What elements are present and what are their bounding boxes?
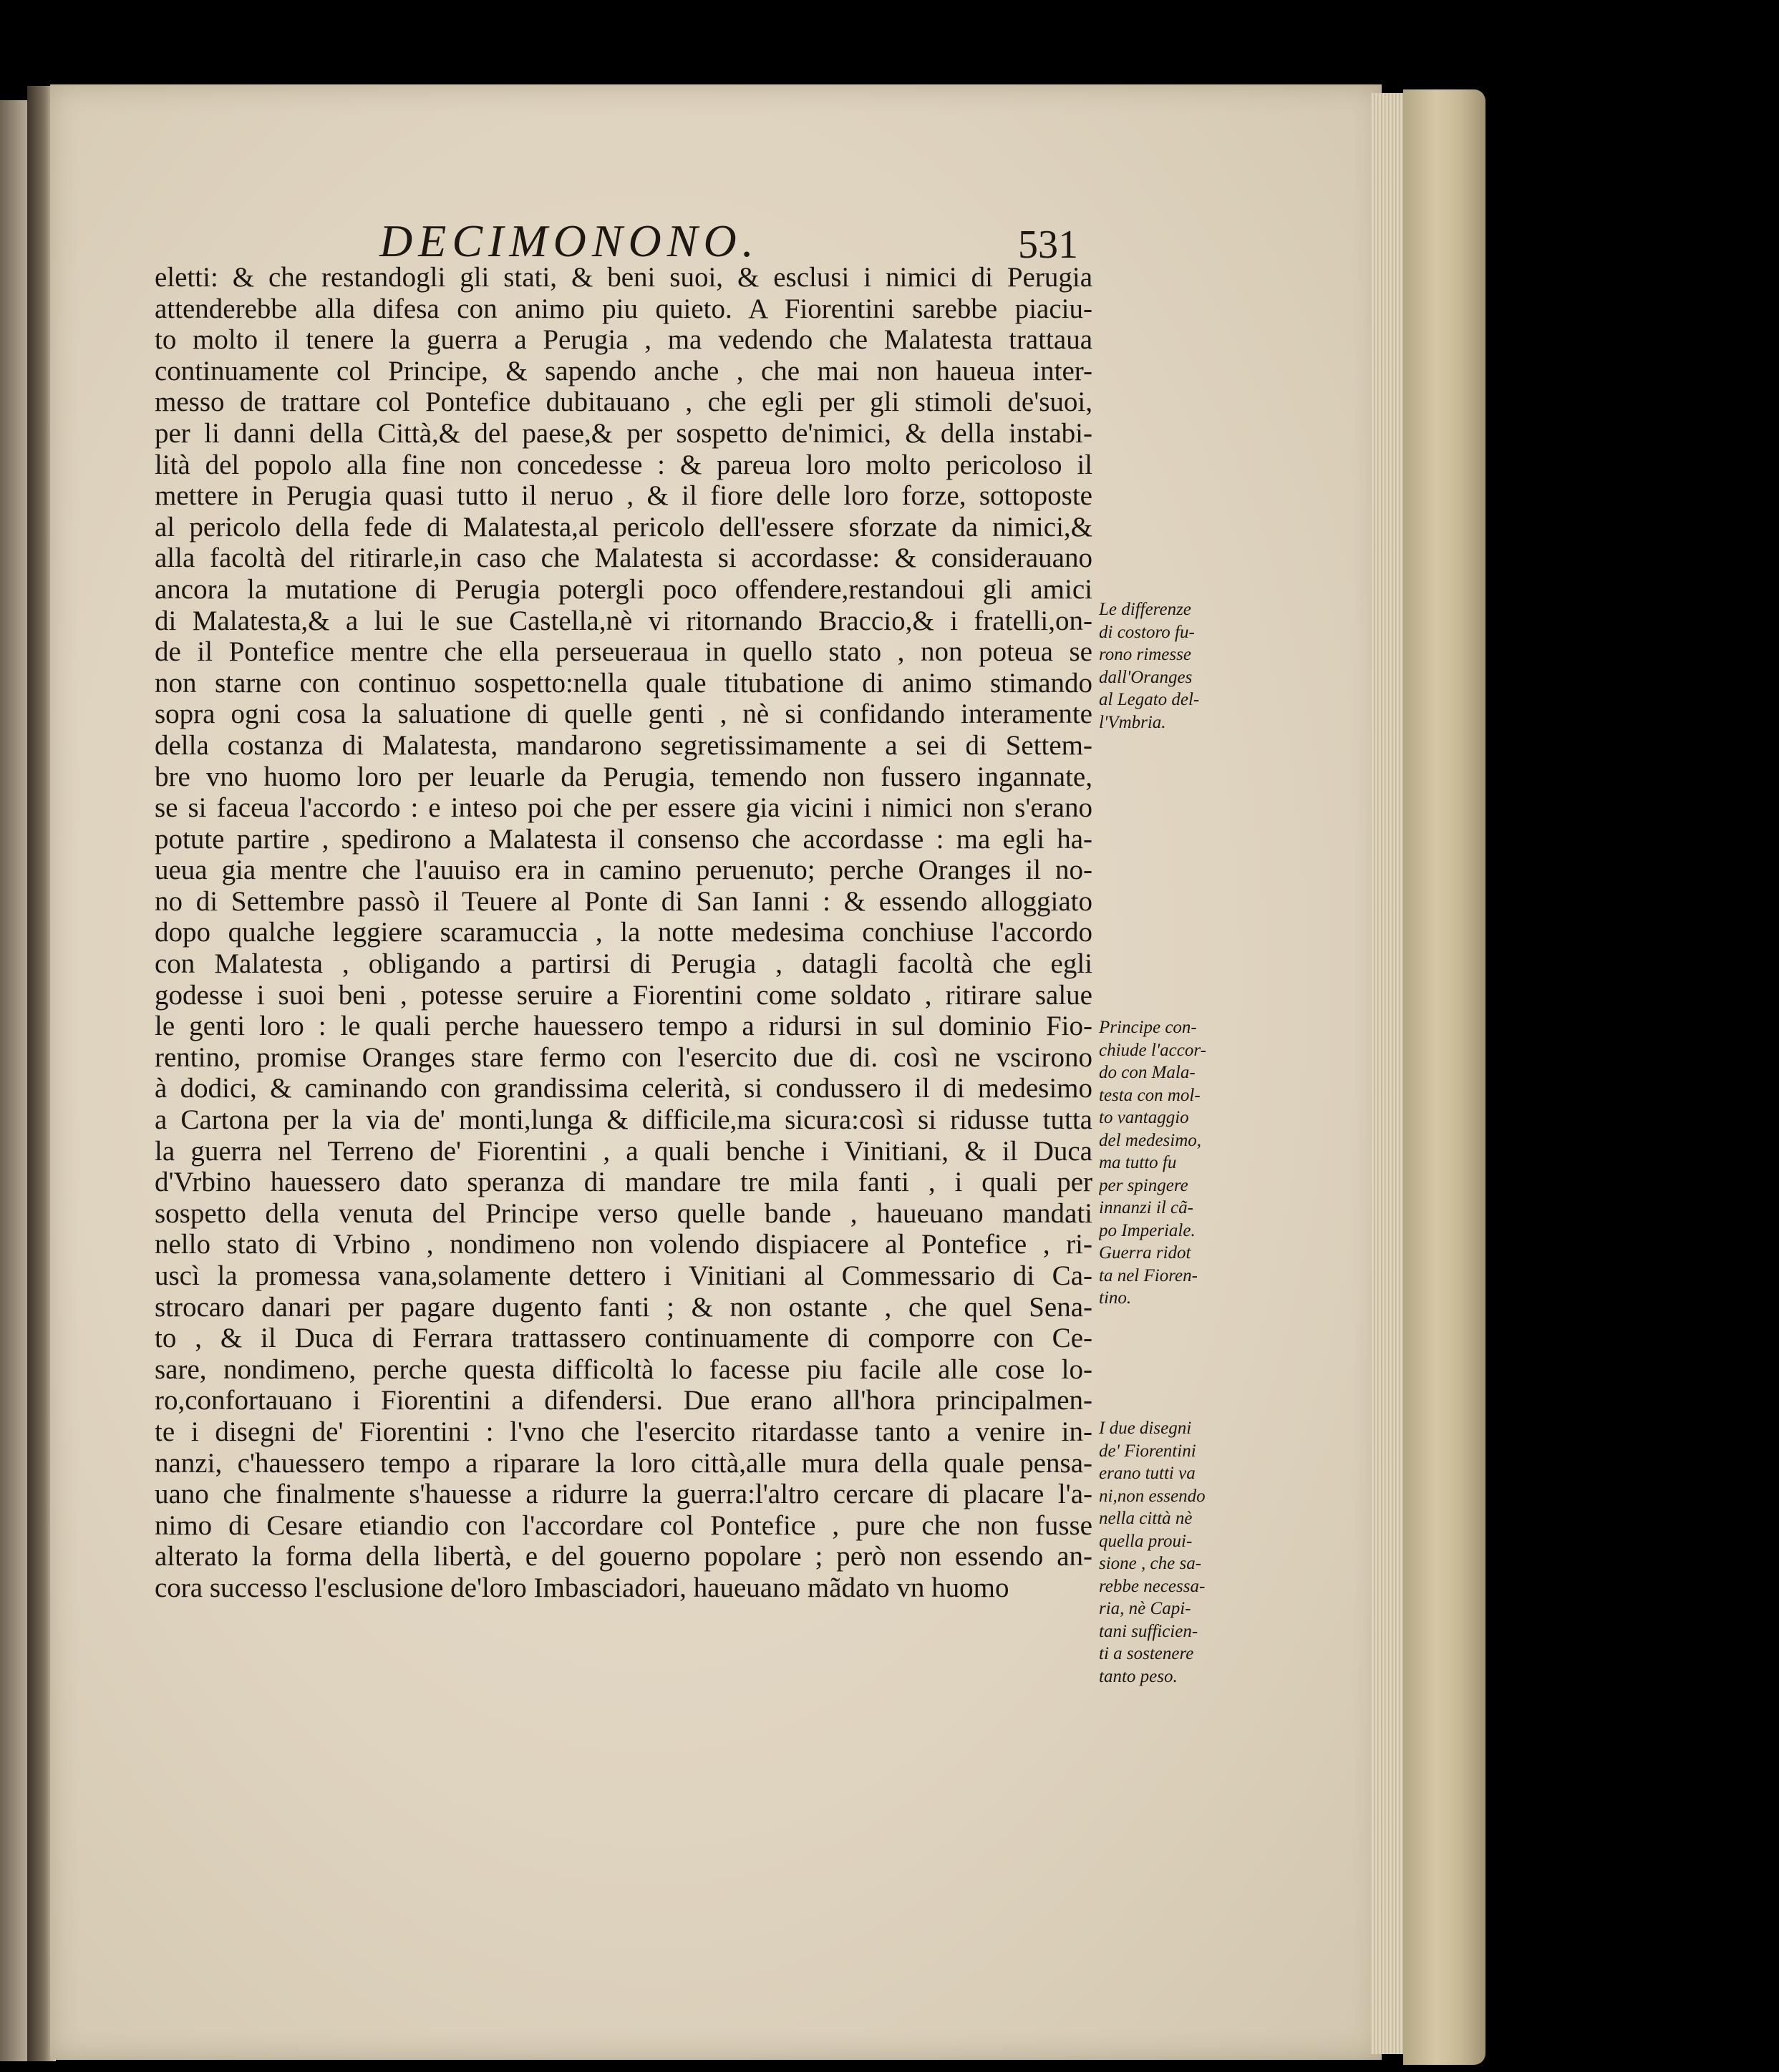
margin-note-line: di costoro fu- — [1099, 622, 1195, 642]
margin-note-line: ta nel Fioren- — [1099, 1265, 1198, 1285]
margin-note-line: erano tutti va — [1099, 1464, 1196, 1483]
text-line: uano che finalmente s'hauesse a ridurre la guerra:l'altro cercare di placare l'a- — [155, 1479, 1092, 1510]
text-line: rentino, promise Oranges stare fermo con l'esercito due di. così ne vscirono — [155, 1041, 1092, 1073]
margin-note-line: Principe con- — [1099, 1018, 1197, 1037]
text-line: sospetto della venuta del Principe verso quelle bande , haueuano mandati — [155, 1197, 1092, 1229]
text-line: dopo qualche leggiere scaramuccia , la notte medesima conchiuse l'accordo — [155, 917, 1092, 948]
margin-note-principe — [1099, 1016, 1253, 1310]
text-line: alterato la forma della libertà, e del gouerno popolare ; però non essendo an- — [155, 1541, 1092, 1572]
text-line: con Malatesta , obligando a partirsi di Perugia , datagli facoltà che egli — [155, 948, 1092, 980]
text-line: lità del popolo alla fine non concedesse : & pareua loro molto pericoloso il — [155, 449, 1092, 480]
text-line: continuamente col Principe, & sapendo anche , che mai non haueua inter- — [155, 355, 1092, 386]
text-line: attenderebbe alla difesa con animo piu quieto. A Fiorentini sarebbe piaciu- — [155, 293, 1092, 324]
margin-note-line: innanzi il cã- — [1099, 1198, 1193, 1217]
text-line: alla facoltà del ritirarle,in caso che Malatesta si accordasse: & considerauano — [155, 543, 1092, 574]
margin-note-line: chiude l'accor- — [1099, 1040, 1206, 1060]
text-line: cora successo l'esclusione de'loro Imbasciadori, haueuano mãdato vn huomo — [155, 1572, 1009, 1603]
margin-note-line: rebbe necessa- — [1099, 1576, 1206, 1596]
margin-note-line: testa con mol- — [1099, 1085, 1201, 1105]
text-line: nanzi, c'hauessero tempo a riparare la loro città,alle mura della quale pensa- — [155, 1447, 1092, 1479]
margin-note-line: del medesimo, — [1099, 1130, 1202, 1150]
margin-note-line: ria, nè Capi- — [1099, 1599, 1191, 1618]
text-line: mettere in Perugia quasi tutto il neruo , & il fiore delle loro forze, sottoposte — [155, 480, 1092, 512]
text-line: bre vno huomo loro per leuarle da Perugia, temendo non fussero ingannate, — [155, 761, 1092, 792]
text-line: ueua gia mentre che l'auuiso era in camino peruenuto; perche Oranges il no- — [155, 855, 1092, 886]
margin-note-line: Guerra ridot — [1099, 1243, 1191, 1263]
margin-note-line: tanto peso. — [1099, 1666, 1178, 1686]
text-line: messo de trattare col Pontefice dubitauano , che egli per gli stimoli de'suoi, — [155, 386, 1092, 418]
text-line: godesse i suoi beni , potesse seruire a Fiorentini come soldato , ritirare salue — [155, 979, 1092, 1011]
text-line: sopra ogni cosa la saluatione di quelle genti , nè si confidando interamente — [155, 699, 1092, 730]
text-line: eletti: & che restandogli gli stati, & beni suoi, & esclusi i nimici di Perugia — [155, 262, 1092, 293]
text-line: de il Pontefice mentre che ella perseueraua in quello stato , non poteua se — [155, 636, 1092, 668]
text-line: to molto il tenere la guerra a Perugia , ma vedendo che Malatesta trattaua — [155, 324, 1092, 356]
margin-note-line: Le differenze — [1099, 600, 1191, 619]
text-line: à dodici, & caminando con grandissima celerità, si condussero il di medesimo — [155, 1073, 1092, 1104]
text-line: al pericolo della fede di Malatesta,al pericolo dell'essere sforzate da nimici,& — [155, 511, 1092, 543]
page-number: 531 — [1018, 223, 1078, 267]
text-line: uscì la promessa vana,solamente dettero i Vinitiani al Commessario di Ca- — [155, 1260, 1092, 1291]
margin-note-line: po Imperiale. — [1099, 1220, 1196, 1240]
text-line: ro,confortauano i Fiorentini a difendersi. Due erano all'hora principalmen- — [155, 1385, 1092, 1416]
margin-note-line: do con Mala- — [1099, 1063, 1196, 1082]
running-head: DECIMONONO. — [379, 215, 760, 266]
body-text — [155, 262, 1092, 1604]
margin-note-line: l'Vmbria. — [1099, 712, 1166, 732]
text-line: strocaro danari per pagare dugento fanti ; & non ostante , che quel Sena- — [155, 1291, 1092, 1323]
margin-note-differenze — [1099, 598, 1253, 734]
text-line: se si faceua l'accordo : e inteso poi che per essere gia vicini i nimici non s'erano — [155, 792, 1092, 824]
margin-note-line: per spingere — [1099, 1175, 1188, 1195]
text-line: le genti loro : le quali perche hauessero tempo a ridursi in sul dominio Fio- — [155, 1011, 1092, 1042]
margin-note-line: de' Fiorentini — [1099, 1441, 1196, 1461]
margin-note-line: rono rimesse — [1099, 645, 1191, 664]
margin-note-line: dall'Oranges — [1099, 667, 1193, 687]
margin-note-disegni — [1099, 1417, 1253, 1688]
text-line: della costanza di Malatesta, mandarono segretissimamente a sei di Settem- — [155, 729, 1092, 761]
text-line: di Malatesta,& a lui le sue Castella,nè vi ritornando Braccio,& i fratelli,on- — [155, 605, 1092, 636]
text-line: a Cartona per la via de' monti,lunga & difficile,ma sicura:così si ridusse tutta — [155, 1104, 1092, 1136]
margin-note-line: quella proui- — [1099, 1531, 1193, 1551]
text-line: d'Vrbino hauessero dato speranza di mandare tre mila fanti , i quali per — [155, 1167, 1092, 1198]
text-line: potute partire , spedirono a Malatesta il consenso che accordasse : ma egli ha- — [155, 823, 1092, 855]
text-line: nello stato di Vrbino , nondimeno non volendo dispiacere al Pontefice , ri- — [155, 1229, 1092, 1260]
margin-note-line: I due disegni — [1099, 1419, 1192, 1438]
text-line: te i disegni de' Fiorentini : l'vno che l'esercito ritardasse tanto a venire in- — [155, 1416, 1092, 1447]
text-line: no di Settembre passò il Teuere al Ponte di San Ianni : & essendo alloggiato — [155, 885, 1092, 917]
margin-note-line: ma tutto fu — [1099, 1153, 1177, 1172]
margin-note-line: sione , che sa- — [1099, 1554, 1202, 1573]
text-line: ancora la mutatione di Perugia potergli poco offendere,restandoui gli amici — [155, 573, 1092, 605]
margin-note-line: ti a sostenere — [1099, 1644, 1194, 1663]
margin-note-line: al Legato del- — [1099, 690, 1200, 709]
margin-note-line: nella città nè — [1099, 1509, 1193, 1528]
text-line: sare, nondimeno, perche questa difficoltà lo facesse piu facile alle cose lo- — [155, 1353, 1092, 1385]
text-line: nimo di Cesare etiandio con l'accordare col Pontefice , pure che non fusse — [155, 1509, 1092, 1541]
margin-note-line: tino. — [1099, 1288, 1132, 1308]
text-line: to , & il Duca di Ferrara trattassero continuamente di comporre con Ce- — [155, 1323, 1092, 1354]
margin-note-line: tani sufficien- — [1099, 1621, 1198, 1641]
text-line: la guerra nel Terreno de' Fiorentini , a quali benche i Vinitiani, & il Duca — [155, 1135, 1092, 1167]
margin-note-line: ni,non essendo — [1099, 1486, 1206, 1506]
text-line: per li danni della Città,& del paese,& per sospetto de'nimici, & della instabi- — [155, 417, 1092, 449]
vellum-cover — [1403, 89, 1485, 2065]
margin-note-line: to vantaggio — [1099, 1108, 1189, 1127]
text-line: non starne con continuo sospetto:nella quale titubatione di animo stimando — [155, 667, 1092, 699]
